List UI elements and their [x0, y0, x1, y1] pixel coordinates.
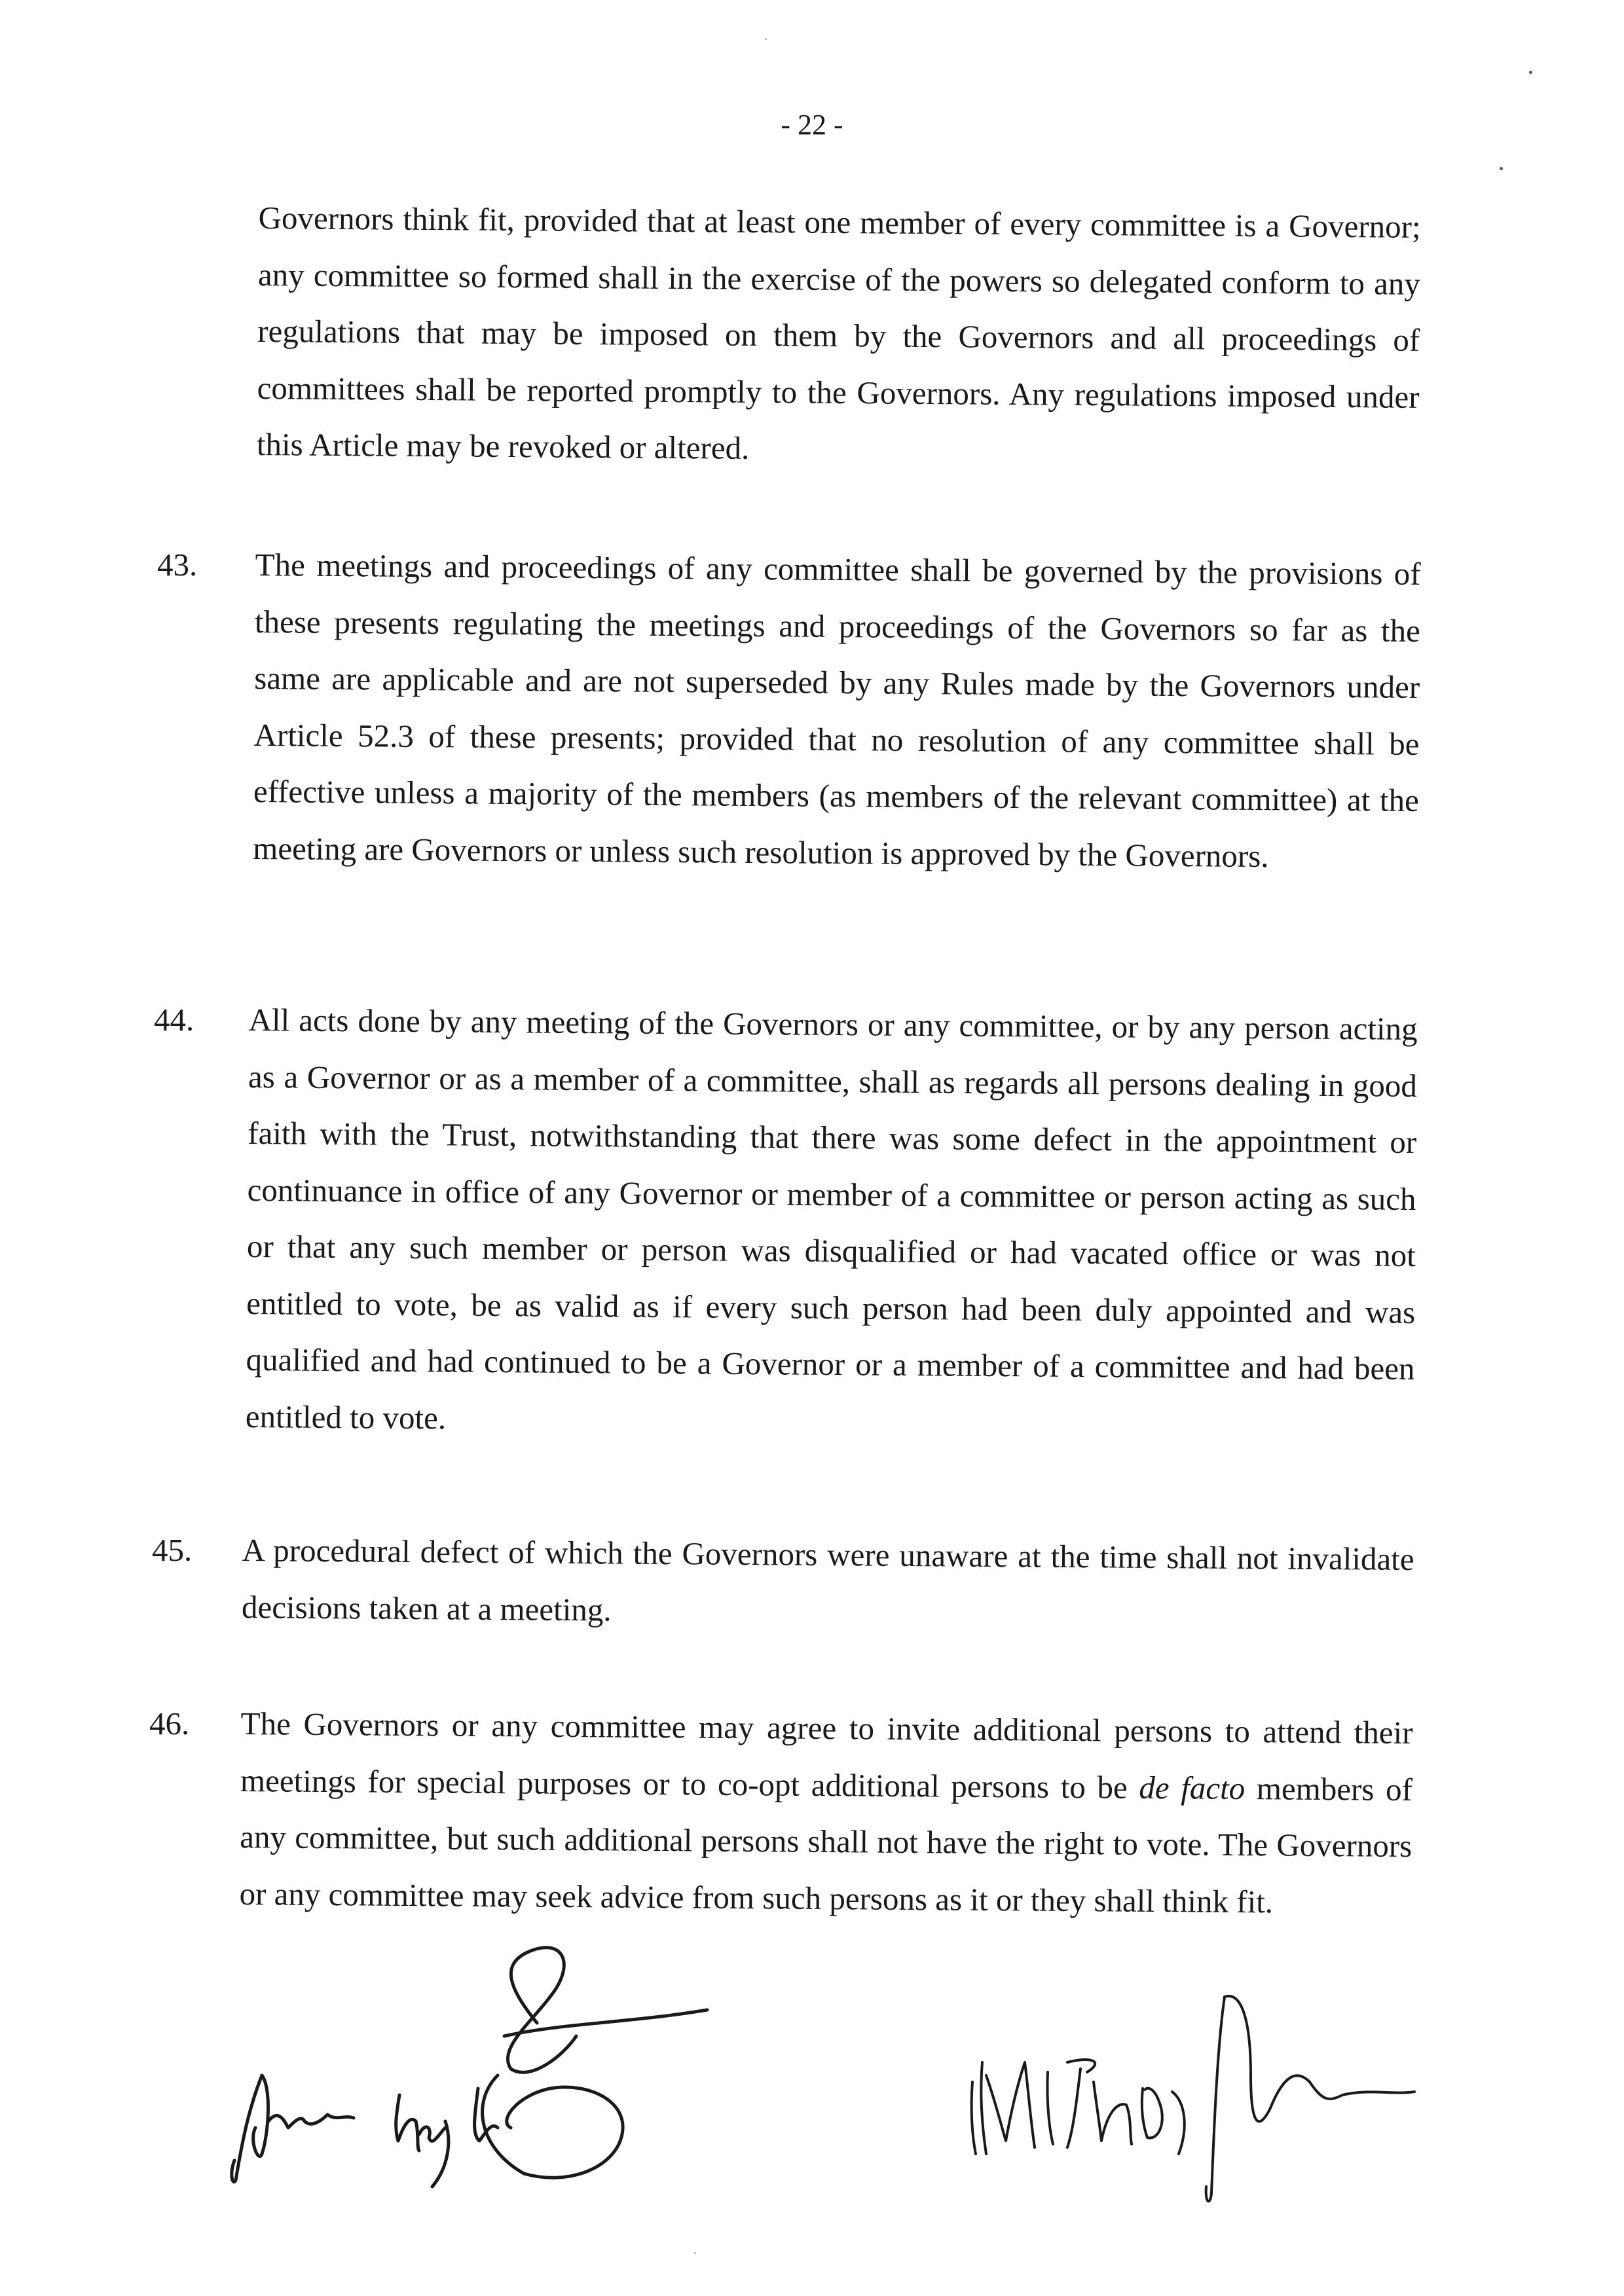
article-44-number: 44.	[154, 1002, 194, 1038]
article-46-text	[239, 1696, 1413, 1931]
article-46-number: 46.	[149, 1705, 190, 1741]
article-43-text: The meetings and proceedings of any committee shall be governed by the provisions of these presents regulating the meetings and proceedings of the Governors so far as the same are applicable and are not superseded by any Rules made by the Governors under Article 52.3 of these presents; provided that no resolution of any committee shall be effective unless a majority of the members (as members of the relevant committee) at the meeting are Governors or unless such resolution is approved by the Governors.	[253, 546, 1421, 874]
article-44-text: All acts done by any meeting of the Governors or any committee, or by any person acting as a Governor or as a member of a committee, shall as regards all persons dealing in good faith with the Trust, notwithstanding that there was some defect in the appointment or continuance in office of any Governor or member of a committee or person acting as such or that any such member or person was disqualified or had vacated office or was not entitled to vote, be as valid as if every such person had been duly appointed and was qualified and had continued to be a Governor or a member of a committee and had been entitled to vote.	[245, 1001, 1418, 1436]
article-43-number: 43.	[157, 547, 198, 583]
signature-right	[963, 1977, 1421, 2213]
article-46-text-start: The Governors or any committee may agree to invite additional persons to attend their meetings for special purposes or to co-opt additional persons to be	[240, 1705, 1413, 1806]
signature-left	[223, 1925, 733, 2200]
article-46-text-end: members of any committee, but such additional persons shall not have the right to vote. The Governors or any committee may seek advice from such persons as it or they shall think fit.	[239, 1770, 1413, 1920]
article-45-number: 45.	[152, 1532, 193, 1568]
scan-speck	[1500, 167, 1503, 170]
scan-speck	[694, 2252, 696, 2254]
de-facto-term: de facto	[1139, 1769, 1246, 1806]
scan-speck	[765, 38, 767, 40]
scan-speck	[1529, 71, 1532, 74]
page-number: - 22 -	[781, 109, 843, 141]
article-45-text: A procedural defect of which the Governors were unaware at the time shall not invalidate decisions taken at a meeting.	[241, 1531, 1414, 1628]
article-42-continuation: Governors think fit, provided that at least one member of every committee is a Governor; any committee so formed shall in the exercise of the powers so delegated conform to any regulations that may be imposed on them by the Governors and all proceedings of committees shall be reported promptly to the Governors. Any regulations imposed under this Article may be revoked or altered.	[256, 199, 1421, 466]
